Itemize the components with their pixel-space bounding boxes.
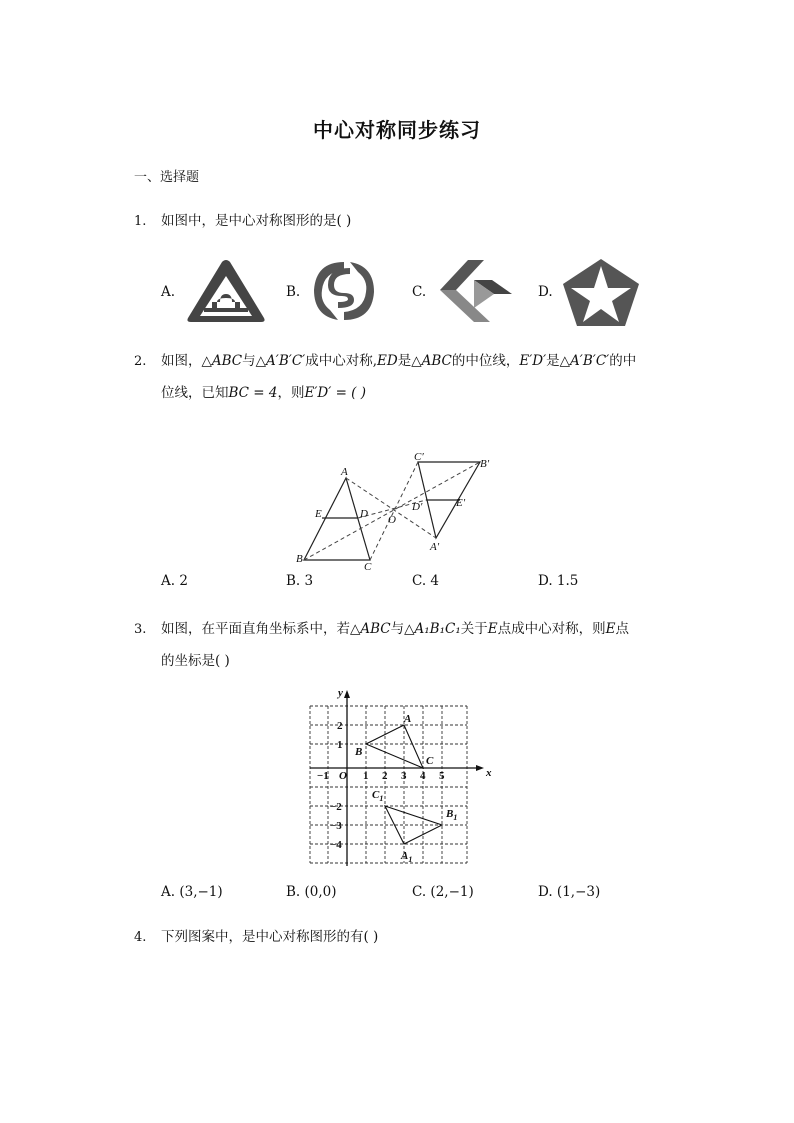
point-B-label: B: [355, 746, 363, 758]
y-axis-label: y: [338, 687, 343, 699]
label-O: O: [388, 514, 396, 526]
q3-option-a: A. (3,−1): [161, 884, 223, 900]
point-A1-label: $A_1$: [401, 850, 413, 864]
question-4-number: 4.: [134, 930, 147, 945]
q1-option-d-label: D.: [538, 284, 553, 300]
question-3-line-2: 的坐标是( ): [161, 653, 230, 669]
y-tick-neg4: −4: [330, 839, 342, 851]
label-E: E: [315, 508, 322, 520]
label-B: B: [296, 553, 303, 565]
point-C1-label: $C_1$: [372, 789, 384, 803]
q3-option-c: C. (2,−1): [412, 884, 474, 900]
y-tick-1: 1: [337, 739, 343, 751]
y-tick-neg3: −3: [330, 820, 342, 832]
x-axis-label: x: [486, 767, 492, 779]
x-tick-2: 2: [382, 770, 388, 782]
label-C: C: [364, 561, 372, 570]
x-tick-3: 3: [401, 770, 407, 782]
q1-option-a-label: A.: [161, 284, 176, 300]
question-3-number: 3.: [134, 622, 147, 637]
q2-option-c: C. 4: [412, 573, 440, 589]
point-A-label: A: [404, 713, 412, 725]
question-1-text: 如图中，是中心对称图形的是( ): [161, 213, 352, 229]
q1-option-b-swirl-logo-icon: [308, 258, 380, 324]
q3-option-b: B. (0,0): [286, 884, 337, 900]
x-tick-4: 4: [420, 770, 426, 782]
section-heading: 一、选择题: [134, 170, 200, 185]
x-tick-1: 1: [363, 770, 369, 782]
question-2-number: 2.: [134, 354, 147, 369]
y-tick-neg2: −2: [330, 801, 342, 813]
q2-option-a: A. 2: [161, 573, 188, 589]
x-tick-5: 5: [439, 770, 445, 782]
question-2-line-2: 位线，已知BC = 4，则E′D′ = ( ): [161, 385, 367, 401]
q1-option-b-label: B.: [286, 284, 301, 300]
page-title: 中心对称同步练习: [313, 118, 481, 142]
q2-option-d: D. 1.5: [538, 573, 579, 589]
q1-option-d-pentagon-star-icon: [560, 256, 642, 328]
label-D: D: [360, 508, 368, 520]
q3-coordinate-grid-diagram: [300, 684, 500, 870]
question-1-number: 1.: [134, 214, 147, 229]
q3-option-d: D. (1,−3): [538, 884, 601, 900]
label-B-prime: B′: [480, 458, 490, 470]
y-tick-2: 2: [337, 720, 343, 732]
question-2-line-1: 如图，△ABC与△A′B′C′成中心对称,ED是△ABC的中位线，E′D′是△A′B′C′的中: [161, 353, 637, 369]
q2-option-b: B. 3: [286, 573, 314, 589]
question-4-text: 下列图案中，是中心对称图形的有( ): [161, 929, 379, 945]
point-B1-label: $B_1$: [446, 808, 458, 822]
label-E-prime: E′: [456, 497, 466, 509]
q1-option-c-arrow-logo-icon: [434, 258, 516, 324]
x-tick-neg1: −1: [317, 770, 329, 782]
label-A-prime: A′: [430, 541, 440, 553]
label-C-prime: C′: [414, 451, 424, 463]
q1-option-a-warning-sign-icon: [184, 258, 268, 324]
label-D-prime: D′: [412, 501, 423, 513]
label-A: A: [341, 466, 348, 478]
origin-label: O: [339, 770, 347, 782]
question-3-line-1: 如图，在平面直角坐标系中，若△ABC与△A₁B₁C₁关于E点成中心对称，则E点: [161, 621, 629, 637]
q1-option-c-label: C.: [412, 284, 427, 300]
q2-symmetric-triangles-diagram: [290, 450, 500, 570]
point-C-label: C: [426, 755, 434, 767]
